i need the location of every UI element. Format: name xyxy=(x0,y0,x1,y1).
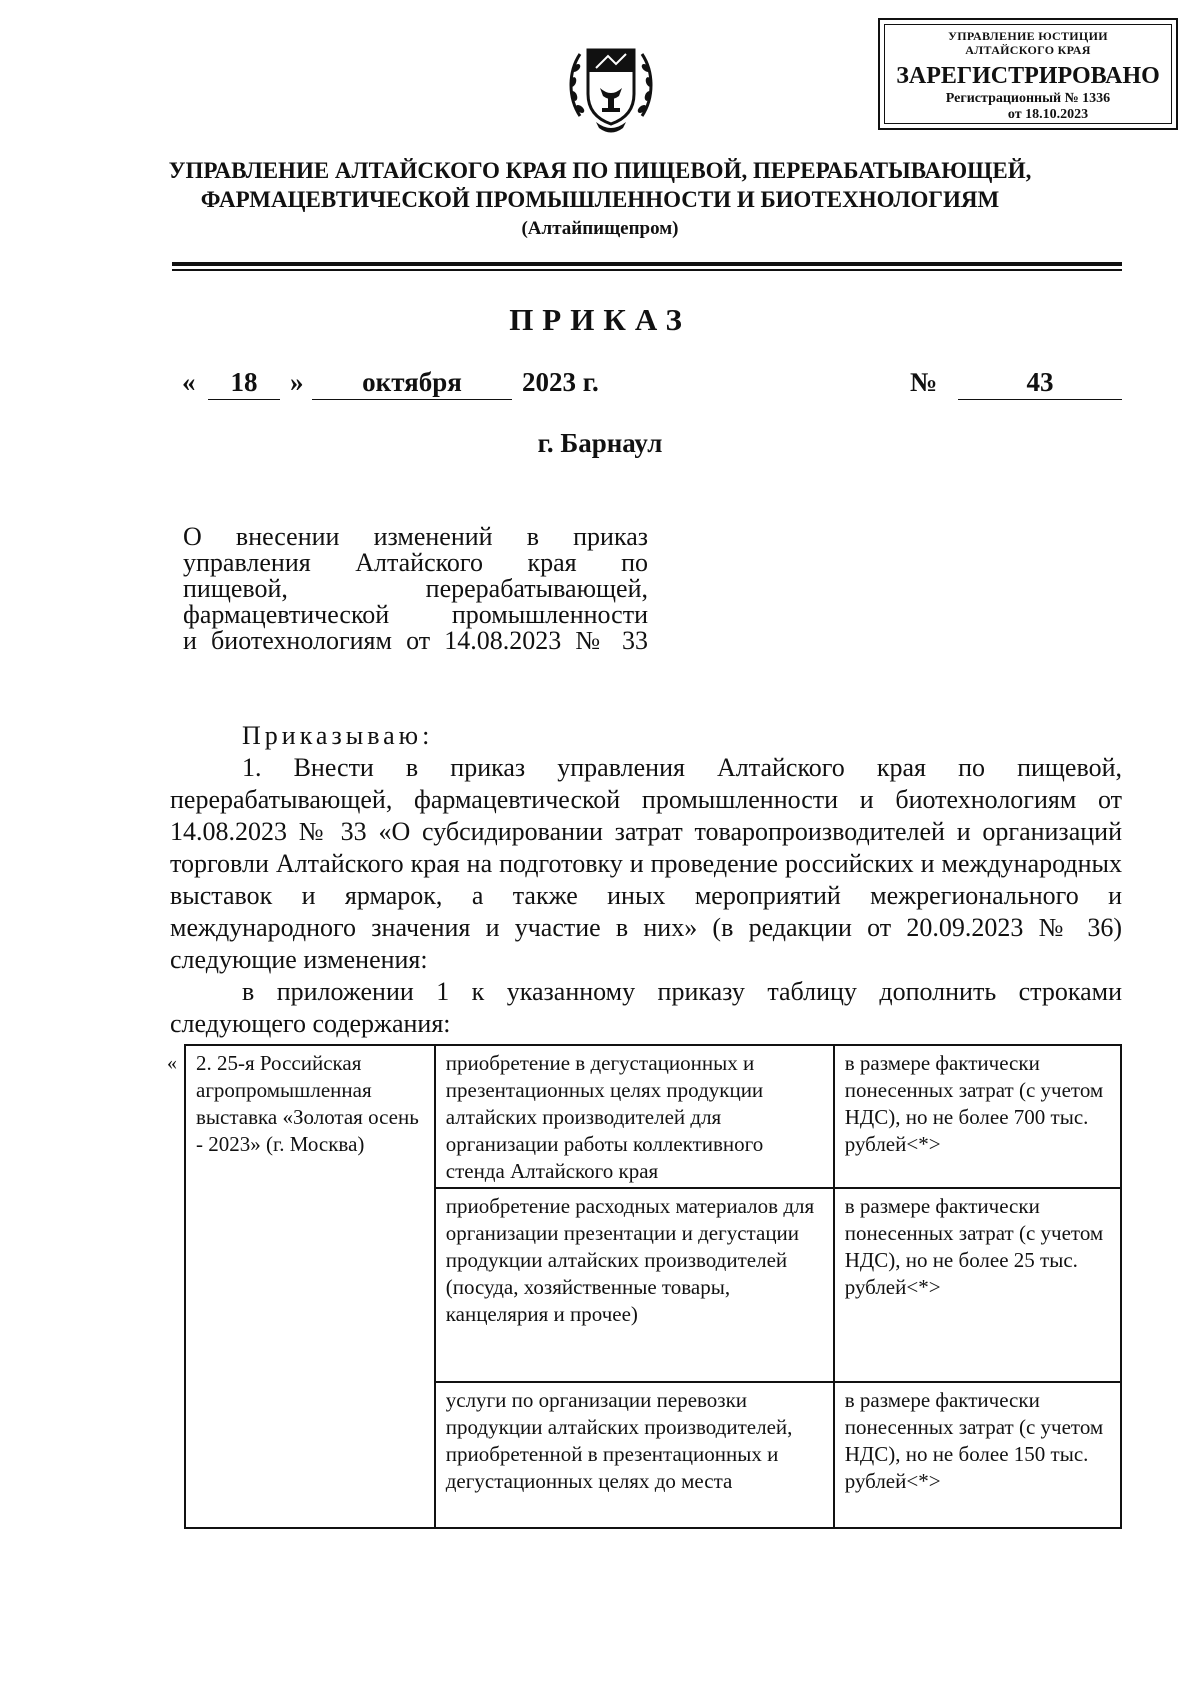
amount-cell: в размере фактически понесенных затрат (с учетом НДС), но не более 150 тыс. рублей<*> xyxy=(834,1382,1121,1528)
registration-stamp-frame xyxy=(884,24,1172,124)
amount-cell: в размере фактически понесенных затрат (с учетом НДС), но не более 700 тыс. рублей<*> xyxy=(834,1045,1121,1188)
subject-line1: О внесении изменений в приказ xyxy=(183,522,648,551)
date-quote-open: « xyxy=(182,367,196,397)
date-quote-close: » xyxy=(290,367,304,397)
stamp-org-line2: АЛТАЙСКОГО КРАЯ xyxy=(965,43,1091,57)
number-sign: № xyxy=(910,367,938,397)
issuing-authority-header xyxy=(120,156,1080,243)
appendix-table xyxy=(184,1044,1122,1529)
document-city: г. Барнаул xyxy=(537,428,663,458)
stamp-org-line1: УПРАВЛЕНИЕ ЮСТИЦИИ xyxy=(948,29,1108,43)
order-item-1-detail: в приложении 1 к указанному приказу таблицу дополнить строками следующего содержания: xyxy=(170,977,1122,1038)
expense-cell: приобретение в дегустационных и презентационных целях продукции алтайских производителей для организации работы коллективного стенда Алтайского края xyxy=(435,1045,834,1188)
altai-krai-coat-of-arms-icon xyxy=(566,38,656,138)
header-abbreviation: (Алтайпищепром) xyxy=(521,218,679,239)
stamp-status: ЗАРЕГИСТРИРОВАНО xyxy=(896,63,1160,89)
subject-line5: и биотехнологиям от 14.08.2023 № 33 xyxy=(183,626,648,655)
expense-cell: услуги по организации перевозки продукции алтайских производителей, приобретенной в презентационных и дегустационных целях до места xyxy=(435,1382,834,1528)
header-divider-thick xyxy=(172,262,1122,266)
stamp-reg-date: от 18.10.2023 xyxy=(1007,107,1089,122)
header-line1: УПРАВЛЕНИЕ АЛТАЙСКОГО КРАЯ ПО ПИЩЕВОЙ, ПЕРЕРАБАТЫВАЮЩЕЙ, xyxy=(168,158,1032,183)
header-line2: ФАРМАЦЕВТИЧЕСКОЙ ПРОМЫШЛЕННОСТИ И БИОТЕХНОЛОГИЯМ xyxy=(200,187,1000,212)
expense-cell: приобретение расходных материалов для организации презентации и дегустации продукции алтайских производителей (посуда, хозяйственные товары, канцелярия и прочее) xyxy=(435,1188,834,1382)
date-year: 2023 г. xyxy=(522,367,599,397)
subject-line4: фармацевтической промышленности xyxy=(183,600,648,629)
order-word: Приказываю: xyxy=(242,721,434,750)
order-item-1: 1. Внести в приказ управления Алтайского края по пищевой, перерабатывающей, фармацевтической промышленности и биотехнологиям от 14.08.2023 № 33 «О субсидировании затрат товаропроизводителей и организаций торговли Алтайского края на подготовку и проведение российских и международных выставок и ярмарок, а также иных мероприятий межрегионального и международного значения и участие в них» (в редакции от 20.09.2023 № 36) следующие изменения: xyxy=(170,753,1122,974)
table-row xyxy=(185,1045,1121,1188)
amount-cell: в размере фактически понесенных затрат (с учетом НДС), но не более 25 тыс. рублей<*> xyxy=(834,1188,1121,1382)
date-day: 18 xyxy=(208,365,280,400)
document-number: 43 xyxy=(958,365,1122,400)
document-body xyxy=(170,720,1122,1040)
document-subject xyxy=(183,524,648,654)
table-quote-mark: « xyxy=(167,1052,177,1074)
subject-line2: управления Алтайского края по xyxy=(183,548,648,577)
event-cell: 2. 25-я Российская агропромышленная выставка «Золотая осень - 2023» (г. Москва) xyxy=(185,1045,435,1528)
header-divider-thin xyxy=(172,269,1122,271)
document-title: ПРИКАЗ xyxy=(509,302,691,337)
date-month: октября xyxy=(312,365,512,400)
stamp-organization xyxy=(885,29,1171,57)
subject-line3: пищевой, перерабатывающей, xyxy=(183,574,648,603)
registration-stamp xyxy=(878,18,1178,130)
stamp-reg-number: Регистрационный № 1336 xyxy=(945,91,1111,106)
